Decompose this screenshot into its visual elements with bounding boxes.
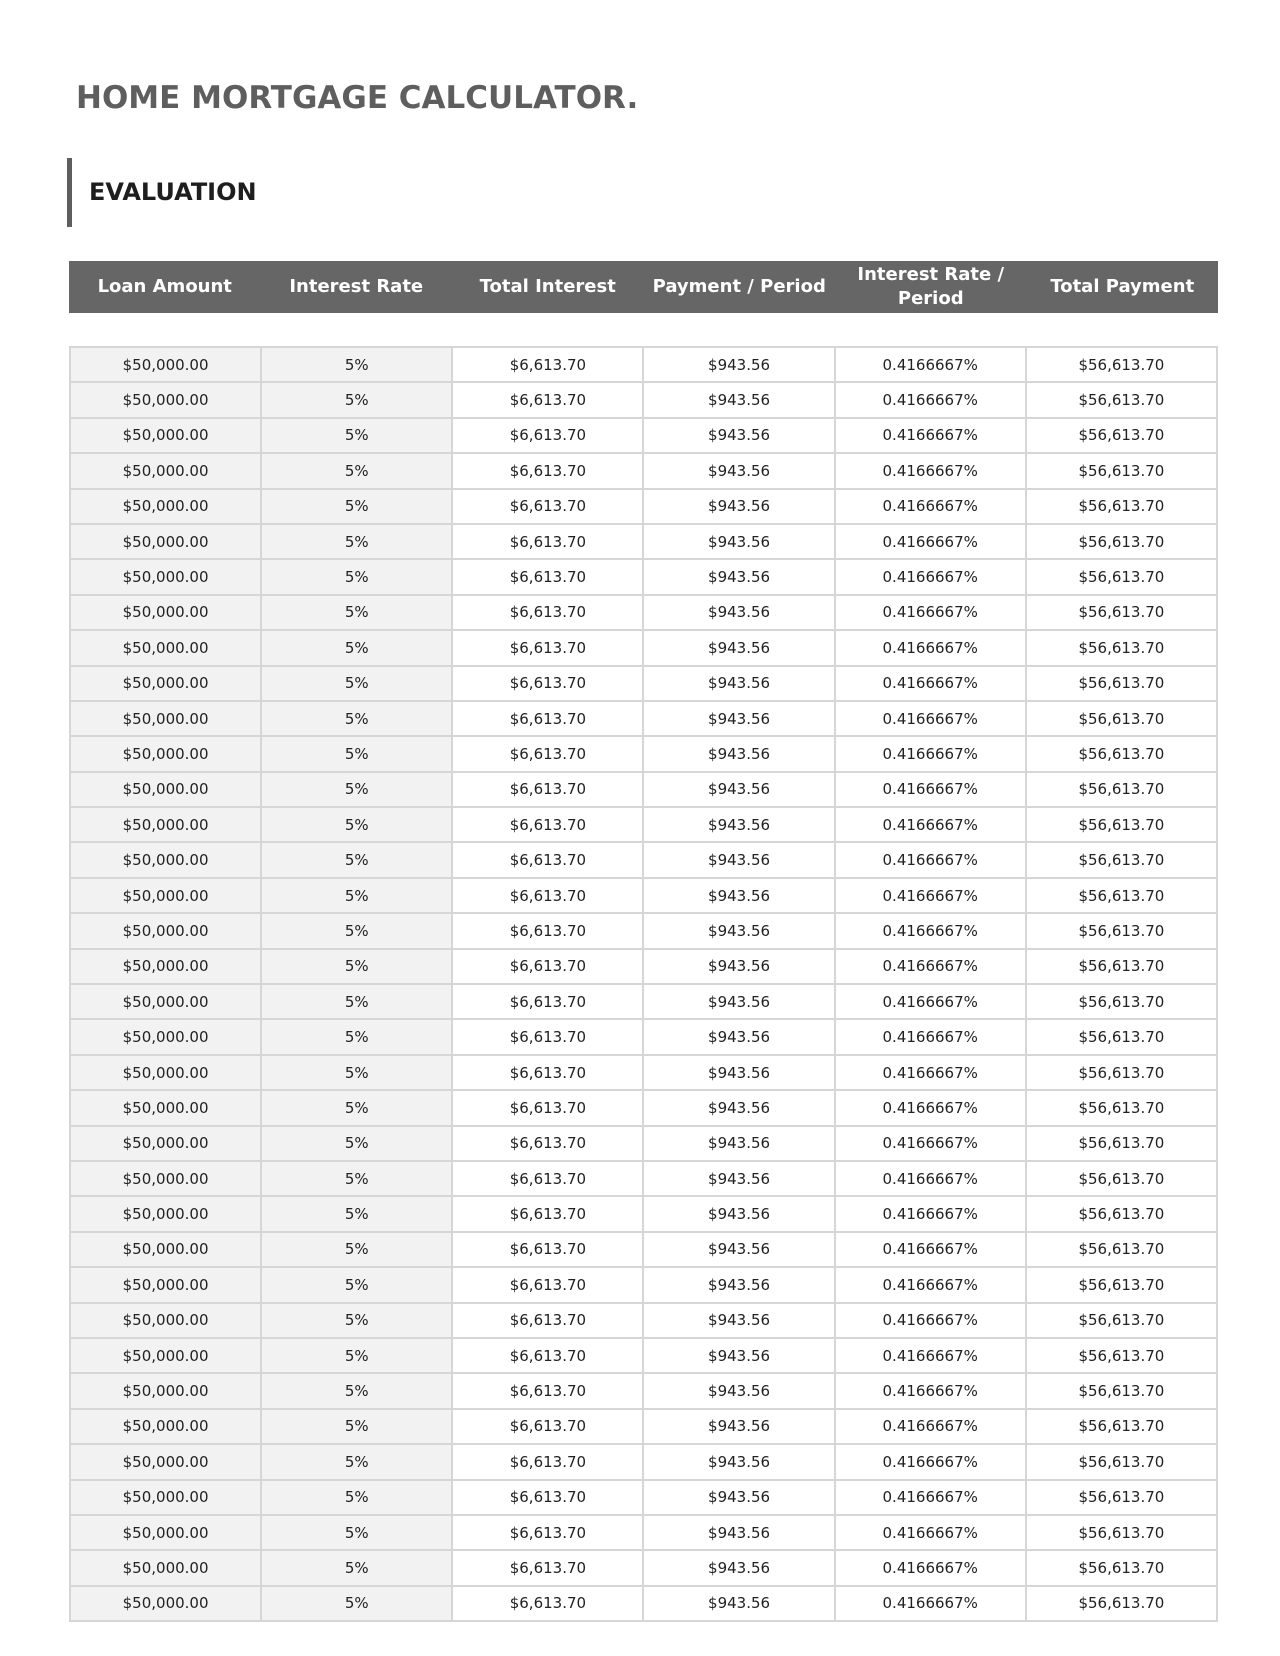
payment-period-cell: $943.56 (643, 701, 834, 736)
total-interest-cell: $6,613.70 (452, 701, 643, 736)
loan-amount-cell: $50,000.00 (70, 595, 261, 630)
total-payment-cell: $56,613.70 (1026, 453, 1217, 488)
loan-amount-cell: $50,000.00 (70, 1126, 261, 1161)
interest-rate-cell: 5% (261, 524, 452, 559)
rate-period-cell: 0.4166667% (835, 701, 1026, 736)
total-payment-cell: $56,613.70 (1026, 1055, 1217, 1090)
loan-amount-cell: $50,000.00 (70, 347, 261, 382)
total-payment-cell: $56,613.70 (1026, 1232, 1217, 1267)
payment-period-cell: $943.56 (643, 1090, 834, 1125)
interest-rate-cell: 5% (261, 1373, 452, 1408)
total-interest-cell: $6,613.70 (452, 1196, 643, 1231)
table-row (70, 1267, 1217, 1302)
total-payment-cell: $56,613.70 (1026, 418, 1217, 453)
rate-period-cell: 0.4166667% (835, 1126, 1026, 1161)
interest-rate-cell: 5% (261, 1480, 452, 1515)
loan-amount-cell: $50,000.00 (70, 1373, 261, 1408)
payment-period-cell: $943.56 (643, 1126, 834, 1161)
payment-period-cell: $943.56 (643, 1055, 834, 1090)
rate-period-cell: 0.4166667% (835, 1480, 1026, 1515)
table-row (70, 736, 1217, 771)
total-interest-cell: $6,613.70 (452, 1515, 643, 1550)
rate-period-cell: 0.4166667% (835, 1090, 1026, 1125)
interest-rate-cell: 5% (261, 1586, 452, 1621)
loan-amount-cell: $50,000.00 (70, 1232, 261, 1267)
payment-period-cell: $943.56 (643, 772, 834, 807)
total-payment-cell: $56,613.70 (1026, 1196, 1217, 1231)
table-row (70, 630, 1217, 665)
table-row (70, 1586, 1217, 1621)
total-interest-cell: $6,613.70 (452, 1267, 643, 1302)
interest-rate-cell: 5% (261, 842, 452, 877)
interest-rate-cell: 5% (261, 1126, 452, 1161)
payment-period-cell: $943.56 (643, 1409, 834, 1444)
payment-period-cell: $943.56 (643, 1019, 834, 1054)
interest-rate-cell: 5% (261, 1232, 452, 1267)
rate-period-cell: 0.4166667% (835, 524, 1026, 559)
rate-period-cell: 0.4166667% (835, 1409, 1026, 1444)
rate-period-cell: 0.4166667% (835, 984, 1026, 1019)
total-interest-cell: $6,613.70 (452, 630, 643, 665)
header-row (69, 261, 1218, 313)
interest-rate-cell: 5% (261, 347, 452, 382)
total-payment-cell: $56,613.70 (1026, 984, 1217, 1019)
total-payment-cell: $56,613.70 (1026, 1586, 1217, 1621)
rate-period-cell: 0.4166667% (835, 736, 1026, 771)
interest-rate-cell: 5% (261, 418, 452, 453)
payment-period-cell: $943.56 (643, 382, 834, 417)
total-interest-cell: $6,613.70 (452, 453, 643, 488)
interest-rate-cell: 5% (261, 1303, 452, 1338)
loan-amount-cell: $50,000.00 (70, 1196, 261, 1231)
interest-rate-cell: 5% (261, 595, 452, 630)
table-body (70, 347, 1217, 1621)
payment-period-cell: $943.56 (643, 984, 834, 1019)
header-payment-per-period: Payment / Period (652, 276, 826, 297)
interest-rate-cell: 5% (261, 1019, 452, 1054)
rate-period-cell: 0.4166667% (835, 1161, 1026, 1196)
table-row (70, 1055, 1217, 1090)
total-interest-cell: $6,613.70 (452, 1232, 643, 1267)
rate-period-cell: 0.4166667% (835, 1515, 1026, 1550)
total-interest-cell: $6,613.70 (452, 1338, 643, 1373)
loan-amount-cell: $50,000.00 (70, 772, 261, 807)
payment-period-cell: $943.56 (643, 1586, 834, 1621)
rate-period-cell: 0.4166667% (835, 559, 1026, 594)
payment-period-cell: $943.56 (643, 949, 834, 984)
rate-period-cell: 0.4166667% (835, 1338, 1026, 1373)
total-interest-cell: $6,613.70 (452, 1373, 643, 1408)
total-interest-cell: $6,613.70 (452, 772, 643, 807)
loan-amount-cell: $50,000.00 (70, 842, 261, 877)
rate-period-cell: 0.4166667% (835, 1232, 1026, 1267)
total-payment-cell: $56,613.70 (1026, 630, 1217, 665)
payment-period-cell: $943.56 (643, 1373, 834, 1408)
total-payment-cell: $56,613.70 (1026, 1019, 1217, 1054)
payment-period-cell: $943.56 (643, 1515, 834, 1550)
table-row (70, 1196, 1217, 1231)
total-interest-cell: $6,613.70 (452, 1409, 643, 1444)
rate-period-cell: 0.4166667% (835, 1196, 1026, 1231)
table-row (70, 418, 1217, 453)
total-interest-cell: $6,613.70 (452, 559, 643, 594)
rate-period-cell: 0.4166667% (835, 949, 1026, 984)
total-interest-cell: $6,613.70 (452, 1444, 643, 1479)
payment-period-cell: $943.56 (643, 1267, 834, 1302)
total-payment-cell: $56,613.70 (1026, 382, 1217, 417)
loan-amount-cell: $50,000.00 (70, 1480, 261, 1515)
total-interest-cell: $6,613.70 (452, 666, 643, 701)
total-payment-cell: $56,613.70 (1026, 1090, 1217, 1125)
payment-period-cell: $943.56 (643, 878, 834, 913)
rate-period-cell: 0.4166667% (835, 772, 1026, 807)
loan-amount-cell: $50,000.00 (70, 1019, 261, 1054)
loan-amount-cell: $50,000.00 (70, 807, 261, 842)
total-interest-cell: $6,613.70 (452, 524, 643, 559)
mortgage-table (69, 346, 1218, 1622)
loan-amount-cell: $50,000.00 (70, 1055, 261, 1090)
interest-rate-cell: 5% (261, 1161, 452, 1196)
interest-rate-cell: 5% (261, 1338, 452, 1373)
rate-period-cell: 0.4166667% (835, 1586, 1026, 1621)
table-row (70, 1550, 1217, 1585)
total-interest-cell: $6,613.70 (452, 1480, 643, 1515)
total-payment-cell: $56,613.70 (1026, 913, 1217, 948)
loan-amount-cell: $50,000.00 (70, 418, 261, 453)
total-interest-cell: $6,613.70 (452, 913, 643, 948)
payment-period-cell: $943.56 (643, 1550, 834, 1585)
interest-rate-cell: 5% (261, 1055, 452, 1090)
rate-period-cell: 0.4166667% (835, 1019, 1026, 1054)
total-interest-cell: $6,613.70 (452, 382, 643, 417)
table-row (70, 772, 1217, 807)
payment-period-cell: $943.56 (643, 347, 834, 382)
payment-period-cell: $943.56 (643, 807, 834, 842)
loan-amount-cell: $50,000.00 (70, 1444, 261, 1479)
total-payment-cell: $56,613.70 (1026, 595, 1217, 630)
total-interest-cell: $6,613.70 (452, 1586, 643, 1621)
table-row (70, 595, 1217, 630)
table-row (70, 1161, 1217, 1196)
total-interest-cell: $6,613.70 (452, 1126, 643, 1161)
payment-period-cell: $943.56 (643, 559, 834, 594)
total-interest-cell: $6,613.70 (452, 1303, 643, 1338)
total-interest-cell: $6,613.70 (452, 418, 643, 453)
total-interest-cell: $6,613.70 (452, 1550, 643, 1585)
total-payment-cell: $56,613.70 (1026, 1444, 1217, 1479)
rate-period-cell: 0.4166667% (835, 1055, 1026, 1090)
loan-amount-cell: $50,000.00 (70, 1161, 261, 1196)
loan-amount-cell: $50,000.00 (70, 949, 261, 984)
total-interest-cell: $6,613.70 (452, 1055, 643, 1090)
interest-rate-cell: 5% (261, 453, 452, 488)
total-payment-cell: $56,613.70 (1026, 772, 1217, 807)
loan-amount-cell: $50,000.00 (70, 736, 261, 771)
loan-amount-cell: $50,000.00 (70, 630, 261, 665)
loan-amount-cell: $50,000.00 (70, 984, 261, 1019)
rate-period-cell: 0.4166667% (835, 1373, 1026, 1408)
table-row (70, 1090, 1217, 1125)
total-payment-cell: $56,613.70 (1026, 1161, 1217, 1196)
payment-period-cell: $943.56 (643, 1303, 834, 1338)
interest-rate-cell: 5% (261, 489, 452, 524)
table-row (70, 913, 1217, 948)
rate-period-cell: 0.4166667% (835, 807, 1026, 842)
rate-period-cell: 0.4166667% (835, 913, 1026, 948)
total-payment-cell: $56,613.70 (1026, 1550, 1217, 1585)
table-row (70, 1019, 1217, 1054)
total-payment-cell: $56,613.70 (1026, 842, 1217, 877)
table-row (70, 382, 1217, 417)
table-row (70, 949, 1217, 984)
interest-rate-cell: 5% (261, 382, 452, 417)
loan-amount-cell: $50,000.00 (70, 1338, 261, 1373)
table-row (70, 666, 1217, 701)
interest-rate-cell: 5% (261, 666, 452, 701)
interest-rate-cell: 5% (261, 736, 452, 771)
interest-rate-cell: 5% (261, 630, 452, 665)
total-interest-cell: $6,613.70 (452, 807, 643, 842)
total-payment-cell: $56,613.70 (1026, 1515, 1217, 1550)
total-payment-cell: $56,613.70 (1026, 1338, 1217, 1373)
payment-period-cell: $943.56 (643, 1338, 834, 1373)
rate-period-cell: 0.4166667% (835, 489, 1026, 524)
loan-amount-cell: $50,000.00 (70, 489, 261, 524)
loan-amount-cell: $50,000.00 (70, 1515, 261, 1550)
interest-rate-cell: 5% (261, 984, 452, 1019)
interest-rate-cell: 5% (261, 1267, 452, 1302)
header-interest-rate-per-period: Interest Rate / Period (857, 264, 1005, 309)
total-payment-cell: $56,613.70 (1026, 1126, 1217, 1161)
total-interest-cell: $6,613.70 (452, 1090, 643, 1125)
payment-period-cell: $943.56 (643, 913, 834, 948)
interest-rate-cell: 5% (261, 772, 452, 807)
page-title: HOME MORTGAGE CALCULATOR. (76, 80, 639, 116)
total-interest-cell: $6,613.70 (452, 1019, 643, 1054)
table-row (70, 842, 1217, 877)
rate-period-cell: 0.4166667% (835, 1267, 1026, 1302)
rate-period-cell: 0.4166667% (835, 595, 1026, 630)
interest-rate-cell: 5% (261, 913, 452, 948)
total-payment-cell: $56,613.70 (1026, 736, 1217, 771)
section-title: EVALUATION (89, 178, 257, 206)
total-payment-cell: $56,613.70 (1026, 524, 1217, 559)
loan-amount-cell: $50,000.00 (70, 701, 261, 736)
table-row (70, 559, 1217, 594)
table-row (70, 1515, 1217, 1550)
rate-period-cell: 0.4166667% (835, 382, 1026, 417)
table-row (70, 878, 1217, 913)
interest-rate-cell: 5% (261, 878, 452, 913)
loan-amount-cell: $50,000.00 (70, 913, 261, 948)
loan-amount-cell: $50,000.00 (70, 1267, 261, 1302)
rate-period-cell: 0.4166667% (835, 666, 1026, 701)
table-row (70, 1373, 1217, 1408)
payment-period-cell: $943.56 (643, 736, 834, 771)
table-row (70, 524, 1217, 559)
loan-amount-cell: $50,000.00 (70, 453, 261, 488)
loan-amount-cell: $50,000.00 (70, 1409, 261, 1444)
table-row (70, 1480, 1217, 1515)
loan-amount-cell: $50,000.00 (70, 524, 261, 559)
loan-amount-cell: $50,000.00 (70, 878, 261, 913)
payment-period-cell: $943.56 (643, 1444, 834, 1479)
payment-period-cell: $943.56 (643, 489, 834, 524)
rate-period-cell: 0.4166667% (835, 418, 1026, 453)
rate-period-cell: 0.4166667% (835, 878, 1026, 913)
payment-period-cell: $943.56 (643, 1232, 834, 1267)
total-payment-cell: $56,613.70 (1026, 559, 1217, 594)
payment-period-cell: $943.56 (643, 524, 834, 559)
payment-period-cell: $943.56 (643, 666, 834, 701)
header-interest-rate: Interest Rate (289, 276, 424, 297)
total-interest-cell: $6,613.70 (452, 878, 643, 913)
total-payment-cell: $56,613.70 (1026, 1303, 1217, 1338)
table-row (70, 347, 1217, 382)
rate-period-cell: 0.4166667% (835, 630, 1026, 665)
loan-amount-cell: $50,000.00 (70, 1550, 261, 1585)
rate-period-cell: 0.4166667% (835, 1444, 1026, 1479)
loan-amount-cell: $50,000.00 (70, 1303, 261, 1338)
header-total-interest: Total Interest (479, 276, 616, 297)
interest-rate-cell: 5% (261, 1515, 452, 1550)
loan-amount-cell: $50,000.00 (70, 666, 261, 701)
total-payment-cell: $56,613.70 (1026, 1409, 1217, 1444)
table-row (70, 807, 1217, 842)
total-payment-cell: $56,613.70 (1026, 1373, 1217, 1408)
interest-rate-cell: 5% (261, 1090, 452, 1125)
total-payment-cell: $56,613.70 (1026, 949, 1217, 984)
total-interest-cell: $6,613.70 (452, 984, 643, 1019)
interest-rate-cell: 5% (261, 1444, 452, 1479)
table-row (70, 984, 1217, 1019)
interest-rate-cell: 5% (261, 807, 452, 842)
payment-period-cell: $943.56 (643, 453, 834, 488)
loan-amount-cell: $50,000.00 (70, 1090, 261, 1125)
payment-period-cell: $943.56 (643, 630, 834, 665)
total-payment-cell: $56,613.70 (1026, 347, 1217, 382)
total-interest-cell: $6,613.70 (452, 736, 643, 771)
total-payment-cell: $56,613.70 (1026, 701, 1217, 736)
table-row (70, 453, 1217, 488)
total-payment-cell: $56,613.70 (1026, 489, 1217, 524)
total-payment-cell: $56,613.70 (1026, 807, 1217, 842)
payment-period-cell: $943.56 (643, 1196, 834, 1231)
rate-period-cell: 0.4166667% (835, 347, 1026, 382)
payment-period-cell: $943.56 (643, 595, 834, 630)
total-interest-cell: $6,613.70 (452, 1161, 643, 1196)
total-payment-cell: $56,613.70 (1026, 1480, 1217, 1515)
total-interest-cell: $6,613.70 (452, 489, 643, 524)
loan-amount-cell: $50,000.00 (70, 559, 261, 594)
table-row (70, 1126, 1217, 1161)
payment-period-cell: $943.56 (643, 1480, 834, 1515)
payment-period-cell: $943.56 (643, 1161, 834, 1196)
loan-amount-cell: $50,000.00 (70, 1586, 261, 1621)
total-interest-cell: $6,613.70 (452, 595, 643, 630)
table-row (70, 489, 1217, 524)
total-interest-cell: $6,613.70 (452, 347, 643, 382)
rate-period-cell: 0.4166667% (835, 1303, 1026, 1338)
payment-period-cell: $943.56 (643, 418, 834, 453)
table-row (70, 701, 1217, 736)
section-accent-bar (67, 158, 72, 227)
total-interest-cell: $6,613.70 (452, 842, 643, 877)
rate-period-cell: 0.4166667% (835, 842, 1026, 877)
table-row (70, 1338, 1217, 1373)
interest-rate-cell: 5% (261, 1196, 452, 1231)
total-payment-cell: $56,613.70 (1026, 878, 1217, 913)
interest-rate-cell: 5% (261, 1550, 452, 1585)
interest-rate-cell: 5% (261, 949, 452, 984)
rate-period-cell: 0.4166667% (835, 1550, 1026, 1585)
total-interest-cell: $6,613.70 (452, 949, 643, 984)
interest-rate-cell: 5% (261, 559, 452, 594)
total-payment-cell: $56,613.70 (1026, 666, 1217, 701)
payment-period-cell: $943.56 (643, 842, 834, 877)
table-row (70, 1232, 1217, 1267)
table-header (69, 261, 1218, 313)
table-row (70, 1444, 1217, 1479)
header-total-payment: Total Payment (1050, 276, 1195, 297)
interest-rate-cell: 5% (261, 701, 452, 736)
table-row (70, 1303, 1217, 1338)
interest-rate-cell: 5% (261, 1409, 452, 1444)
total-payment-cell: $56,613.70 (1026, 1267, 1217, 1302)
header-loan-amount: Loan Amount (97, 276, 232, 297)
loan-amount-cell: $50,000.00 (70, 382, 261, 417)
table-row (70, 1409, 1217, 1444)
rate-period-cell: 0.4166667% (835, 453, 1026, 488)
